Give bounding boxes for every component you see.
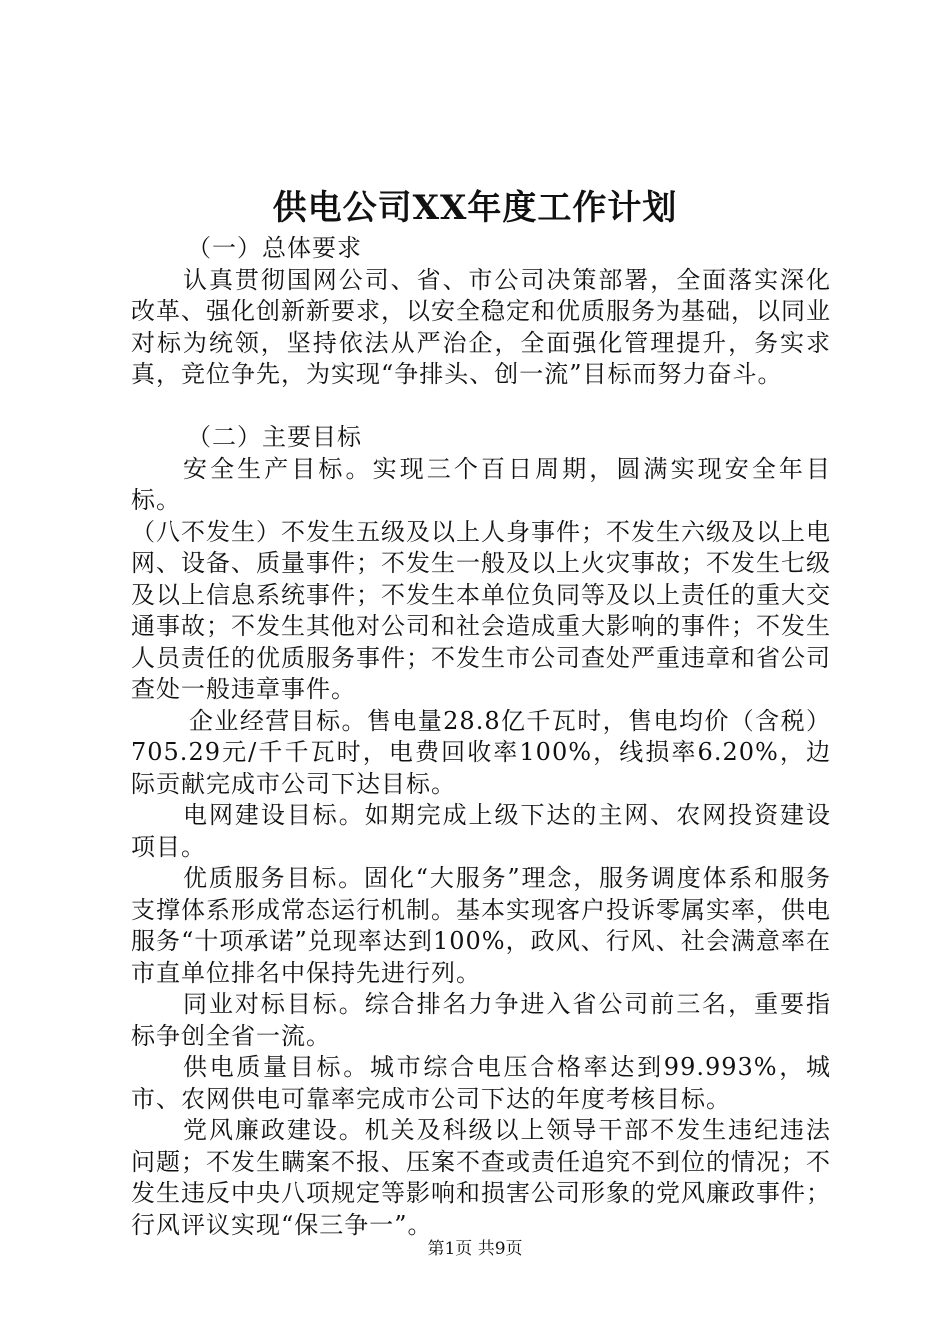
document-title: 供电公司XX年度工作计划	[272, 188, 678, 228]
paragraph-eight-no-occurrences: （八不发生）不发生五级及以上人身事件；不发生六级及以上电网、设备、质量事件；不发生一般及以上火灾事故；不发生七级及以上信息系统事件；不发生本单位负同等及以上责任的重大交通事故；不发生其他对公司和社会造成重大影响的事件；不发生人员责任的优质服务事件；不发生市公司查处严重违章和省公司查处一般违章事件。	[131, 517, 831, 703]
page-number-footer: 第1页 共9页	[427, 1239, 523, 1259]
section-spacer	[131, 391, 831, 423]
document-body	[131, 233, 831, 1241]
paragraph-safety-goal: 安全生产目标。实现三个百日周期，圆满实现安全年目标。	[131, 454, 831, 514]
paragraph-grid-construction-goal: 电网建设目标。如期完成上级下达的主网、农网投资建设项目。	[131, 801, 831, 861]
paragraph-integrity-goal: 党风廉政建设。机关及科级以上领导干部不发生违纪违法问题；不发生瞒案不报、压案不查或责任追究不到位的情况；不发生违反中央八项规定等影响和损害公司形象的党风廉政事件；行风评议实现“保三争一”。	[131, 1116, 831, 1239]
paragraph-business-goal: 企业经营目标。售电量28.8亿千瓦时，售电均价（含税）705.29元/千千瓦时，电费回收率100%，线损率6.20%，边际贡献完成市公司下达目标。	[131, 706, 831, 798]
paragraph-service-goal: 优质服务目标。固化“大服务”理念，服务调度体系和服务支撑体系形成常态运行机制。基本实现客户投诉零属实率，供电服务“十项承诺”兑现率达到100%，政风、行风、社会满意率在市直单位排名中保持先进行列。	[131, 864, 831, 987]
paragraph-general-requirements: 认真贯彻国网公司、省、市公司决策部署，全面落实深化改革、强化创新新要求，以安全稳定和优质服务为基础，以同业对标为统领，坚持依法从严治企，全面强化管理提升，务实求真，竞位争先，为实现“争排头、创一流”目标而努力奋斗。	[131, 265, 831, 388]
paragraph-supply-quality-goal: 供电质量目标。城市综合电压合格率达到99.993%，城市、农网供电可靠率完成市公司下达的年度考核目标。	[131, 1053, 831, 1113]
section-heading-general: （一）总体要求	[187, 234, 362, 262]
paragraph-benchmark-goal: 同业对标目标。综合排名力争进入省公司前三名，重要指标争创全省一流。	[131, 990, 831, 1050]
section-heading-main-goals: （二）主要目标	[187, 423, 362, 451]
